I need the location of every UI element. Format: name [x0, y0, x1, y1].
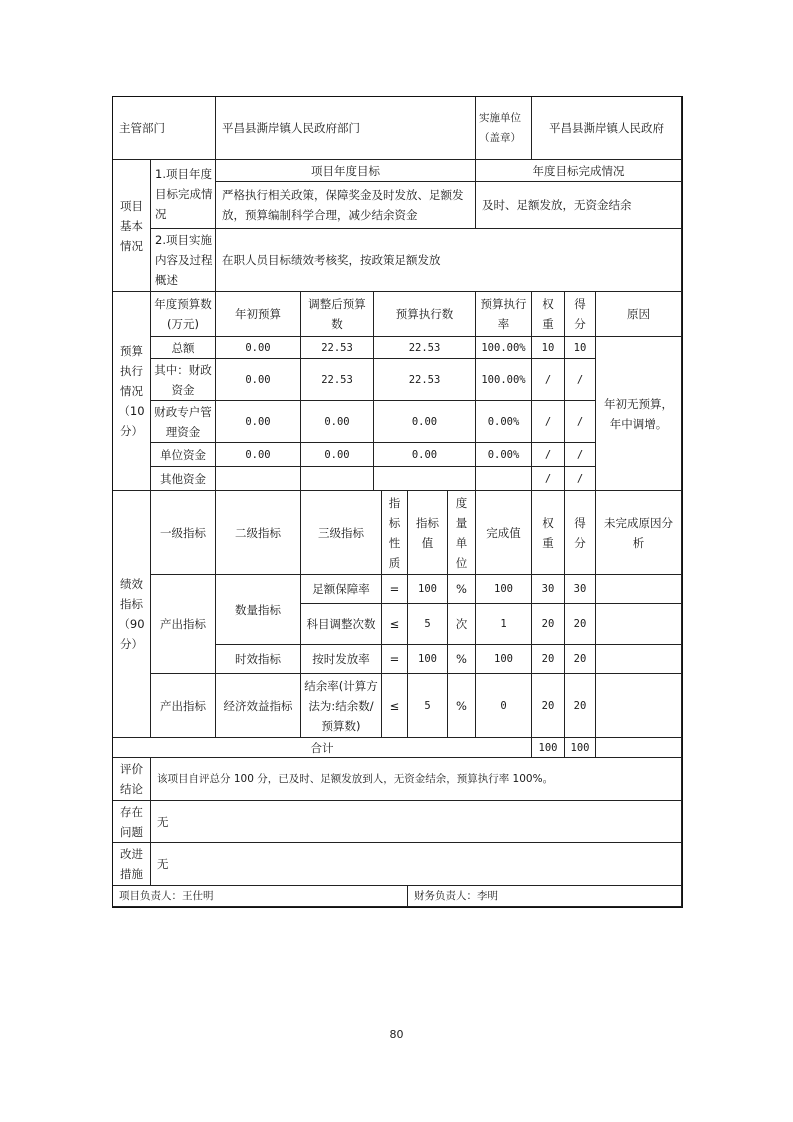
issues-text: 无: [150, 800, 682, 843]
completion-header: 年度目标完成情况: [475, 159, 682, 182]
perf-level2: 时效指标: [215, 644, 301, 674]
budget-cell-score: /: [564, 358, 596, 401]
evaluation-label: 评价结论: [112, 757, 151, 801]
perf-cell-unit: %: [447, 644, 476, 674]
budget-cell-initial: [215, 466, 301, 491]
perf-cell-done: 0: [475, 673, 532, 738]
budget-cell-name: 单位资金: [150, 442, 216, 467]
goal-label: 1.项目年度目标完成情况: [150, 159, 216, 229]
budget-cell-name: 其中：财政资金: [150, 358, 216, 401]
perf-header-3: 指标性质: [381, 490, 408, 575]
perf-cell-score: 20: [564, 603, 596, 645]
budget-cell-adjusted: 0.00: [300, 400, 374, 443]
budget-cell-adjusted: 22.53: [300, 336, 374, 359]
improvement-label: 改进措施: [112, 842, 151, 886]
budget-header-6: 得分: [564, 291, 596, 337]
total-weight: 100: [531, 737, 565, 758]
perf-cell-value: 100: [407, 574, 448, 604]
budget-cell-executed: 22.53: [373, 336, 476, 359]
budget-cell-weight: /: [531, 442, 565, 467]
budget-cell-score: /: [564, 400, 596, 443]
budget-header-2: 调整后预算数: [300, 291, 374, 337]
perf-cell-value: 5: [407, 603, 448, 645]
perf-header-5: 度量单位: [447, 490, 476, 575]
page-number: 80: [389, 1028, 404, 1041]
perf-header-7: 权重: [531, 490, 565, 575]
perf-cell-level3: 结余率(计算方法为:结余数/预算数): [300, 673, 382, 738]
budget-cell-adjusted: 0.00: [300, 442, 374, 467]
total-label: 合计: [112, 737, 532, 758]
perf-cell-reason: [595, 644, 682, 674]
performance-self-evaluation-table: [113, 97, 682, 907]
budget-cell-name: 其他资金: [150, 466, 216, 491]
dept-label: 主管部门: [112, 96, 216, 160]
perf-cell-weight: 30: [531, 574, 565, 604]
perf-level1: 产出指标: [150, 673, 216, 738]
perf-header-0: 一级指标: [150, 490, 216, 575]
perf-cell-score: 20: [564, 673, 596, 738]
perf-level1: 产出指标: [150, 574, 216, 674]
budget-cell-rate: 0.00%: [475, 442, 532, 467]
perf-cell-reason: [595, 603, 682, 645]
budget-cell-executed: 22.53: [373, 358, 476, 401]
perf-cell-weight: 20: [531, 603, 565, 645]
budget-cell-weight: /: [531, 400, 565, 443]
perf-cell-value: 5: [407, 673, 448, 738]
budget-cell-name: 财政专户管理资金: [150, 400, 216, 443]
budget-header-3: 预算执行数: [373, 291, 476, 337]
budget-header-0: 年度预算数(万元): [150, 291, 216, 337]
budget-section-label: 预算执行情况（10分）: [112, 291, 151, 491]
perf-cell-nature: ≤: [381, 673, 408, 738]
perf-header-8: 得分: [564, 490, 596, 575]
budget-cell-weight: 10: [531, 336, 565, 359]
budget-cell-initial: 0.00: [215, 442, 301, 467]
completion-text: 及时、足额发放，无资金结余: [475, 181, 682, 229]
budget-cell-score: /: [564, 466, 596, 491]
perf-cell-done: 100: [475, 644, 532, 674]
perf-cell-done: 1: [475, 603, 532, 645]
budget-cell-executed: 0.00: [373, 400, 476, 443]
perf-header-6: 完成值: [475, 490, 532, 575]
budget-cell-initial: 0.00: [215, 358, 301, 401]
perf-cell-score: 20: [564, 644, 596, 674]
budget-cell-score: 10: [564, 336, 596, 359]
project-lead: 项目负责人：王仕明: [112, 885, 408, 907]
improvement-text: 无: [150, 842, 682, 886]
unit-value: 平昌县澌岸镇人民政府: [531, 96, 682, 160]
perf-cell-unit: %: [447, 574, 476, 604]
budget-cell-weight: /: [531, 466, 565, 491]
perf-cell-unit: %: [447, 673, 476, 738]
perf-cell-weight: 20: [531, 644, 565, 674]
budget-cell-score: /: [564, 442, 596, 467]
perf-cell-level3: 足额保障率: [300, 574, 382, 604]
goal-header: 项目年度目标: [215, 159, 476, 182]
budget-cell-initial: 0.00: [215, 400, 301, 443]
perf-cell-score: 30: [564, 574, 596, 604]
perf-cell-value: 100: [407, 644, 448, 674]
unit-label: 实施单位（盖章）: [475, 96, 532, 160]
perf-cell-nature: ≤: [381, 603, 408, 645]
budget-header-1: 年初预算: [215, 291, 301, 337]
goal-text: 严格执行相关政策，保障奖金及时发放、足额发放，预算编制科学合理，减少结余资金: [215, 181, 476, 229]
perf-cell-reason: [595, 673, 682, 738]
budget-cell-rate: 100.00%: [475, 336, 532, 359]
perf-level2: 数量指标: [215, 574, 301, 645]
perf-cell-weight: 20: [531, 673, 565, 738]
evaluation-text: 该项目自评总分 100 分，已及时、足额发放到人，无资金结余，预算执行率 100%。: [150, 757, 682, 801]
perf-level2: 经济效益指标: [215, 673, 301, 738]
perf-header-2: 三级指标: [300, 490, 382, 575]
budget-cell-name: 总额: [150, 336, 216, 359]
total-reason: [595, 737, 682, 758]
impl-label: 2.项目实施内容及过程概述: [150, 228, 216, 292]
finance-lead: 财务负责人：李明: [407, 885, 682, 907]
perf-cell-nature: =: [381, 644, 408, 674]
perf-cell-reason: [595, 574, 682, 604]
budget-cell-weight: /: [531, 358, 565, 401]
perf-cell-level3: 按时发放率: [300, 644, 382, 674]
budget-cell-adjusted: 22.53: [300, 358, 374, 401]
budget-header-5: 权重: [531, 291, 565, 337]
budget-cell-initial: 0.00: [215, 336, 301, 359]
perf-header-4: 指标值: [407, 490, 448, 575]
budget-cell-executed: [373, 466, 476, 491]
perf-header-9: 未完成原因分析: [595, 490, 682, 575]
basic-section-label: 项目基本情况: [112, 159, 151, 292]
budget-cell-executed: 0.00: [373, 442, 476, 467]
budget-reason: 年初无预算，年中调增。: [595, 336, 682, 491]
impl-text: 在职人员目标绩效考核奖，按政策足额发放: [215, 228, 682, 292]
budget-cell-rate: 0.00%: [475, 400, 532, 443]
performance-section-label: 绩效指标（90分）: [112, 490, 151, 738]
budget-cell-adjusted: [300, 466, 374, 491]
perf-cell-done: 100: [475, 574, 532, 604]
issues-label: 存在问题: [112, 800, 151, 843]
budget-header-7: 原因: [595, 291, 682, 337]
perf-header-1: 二级指标: [215, 490, 301, 575]
budget-cell-rate: [475, 466, 532, 491]
budget-cell-rate: 100.00%: [475, 358, 532, 401]
perf-cell-nature: =: [381, 574, 408, 604]
perf-cell-level3: 科目调整次数: [300, 603, 382, 645]
dept-value: 平昌县澌岸镇人民政府部门: [215, 96, 476, 160]
budget-header-4: 预算执行率: [475, 291, 532, 337]
total-score: 100: [564, 737, 596, 758]
perf-cell-unit: 次: [447, 603, 476, 645]
